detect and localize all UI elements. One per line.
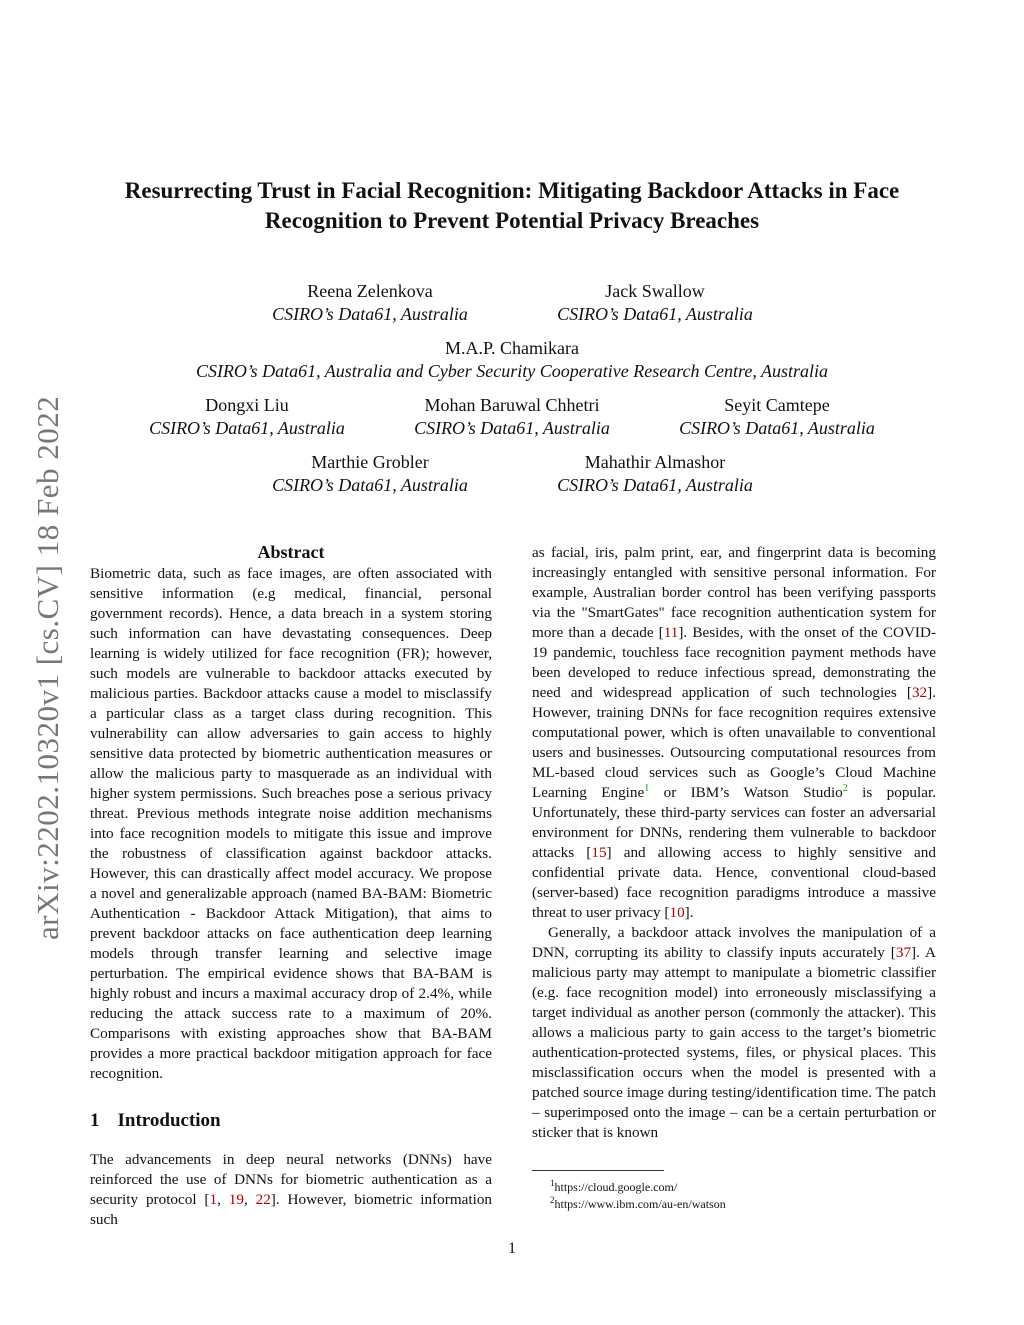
footnote: $^2$https://www.ibm.com/au-en/watson xyxy=(550,1195,726,1211)
intro-paragraph: The advancements in deep neural networks (DNNs) have reinforced the use of DNNs for biometric authentication as a security protocol [1, 19, 22]. However, biometric information such xyxy=(90,1151,493,1228)
paper-title: Resurrecting Trust in Facial Recognition: Mitigating Backdoor Attacks in Face Recognition to Prevent Potential Privacy Breaches xyxy=(124,178,900,233)
abstract-heading: Abstract xyxy=(257,542,325,562)
abstract-paragraph: Biometric data, such as face images, are often associated with sensitive information (e.g medical, financial, personal government records). Hence, a data breach in a system storing such information can have devastating consequences. Deep learning is widely utilized for face recognition (FR); however, such models are vulnerable to backdoor attacks executed by malicious parties. Backdoor attacks cause a model to misclassify a particular class as a target class during recognition. This vulnerability can allow adversaries to gain access to highly sensitive data protected by biometric authentication measures or allow the malicious party to masquerade as an individual with higher system permissions. Such breaches pose a serious privacy threat. Previous methods integrate noise addition mechanisms into face recognition models to mitigate this issue and improve the robustness of classification against backdoor attacks. However, this can drastically affect model accuracy. We propose a novel and generalizable approach (named BA-BAM: Biometric Authentication - Backdoor Attack Mitigation), that aims to prevent backdoor attacks on face authentication deep learning models through transfer learning and selective image perturbation. The empirical evidence shows that BA-BAM is highly robust and incurs a maximal accuracy drop of 2.4%, while reducing the attack success rate to a maximum of 20%. Comparisons with existing approaches show that BA-BAM provides a more practical backdoor mitigation approach for face recognition. xyxy=(90,565,492,1082)
intro-paragraph: as facial, iris, palm print, ear, and fingerprint data is becoming increasingly entangled with sensitive personal information. For example, Australian border control has been verifying passports via the "SmartGates" face recognition authentication system for more than a decade [11]. Besides, with the onset of the COVID-19 pandemic, touchless face recognition payment methods have been developed to reduce infectious spread, demonstrating the need and widespread application of such technologies [32]. However, training DNNs for face recognition requires extensive computational power, which is often unavailable to conventional users and businesses. Outsourcing computational resources from ML-based cloud services such as Google’s Cloud Machine Learning Engine$^1$ or IBM’s Watson Studio$^2$ is popular. Unfortunately, these third-party services can foster an adversarial environment for DNNs, rendering them vulnerable to backdoor attacks [15] and allowing access to highly sensitive and confidential private data. Hence, conventional cloud-based (server-based) face recognition paradigms introduce a massive threat to user privacy [10]. xyxy=(532,544,936,921)
author-name: Reena Zelenkova xyxy=(307,281,433,301)
author-block xyxy=(240,451,500,497)
footnote: $^1$https://cloud.google.com/ xyxy=(550,1178,678,1194)
citation-link[interactable]: 19 xyxy=(228,1191,244,1208)
author-block xyxy=(387,394,637,440)
author-affiliation: CSIRO’s Data61, Australia xyxy=(272,304,468,324)
author-affiliation: CSIRO’s Data61, Australia and Cyber Security Cooperative Research Centre, Australia xyxy=(195,361,829,381)
author-block xyxy=(240,280,500,326)
intro-left-column xyxy=(90,1150,492,1230)
footnote-marker[interactable]: 1 xyxy=(644,782,650,794)
page-number: 1 xyxy=(508,1240,516,1257)
author-block xyxy=(100,337,924,383)
author-block xyxy=(122,394,372,440)
citation-link[interactable]: 32 xyxy=(911,684,928,701)
author-affiliation: CSIRO’s Data61, Australia xyxy=(679,418,875,438)
citation-link[interactable]: 15 xyxy=(591,844,607,861)
author-block xyxy=(525,280,785,326)
footnote-marker[interactable]: 2 xyxy=(842,782,848,794)
author-name: Jack Swallow xyxy=(605,281,705,301)
citation-link[interactable]: 37 xyxy=(895,944,912,961)
author-block xyxy=(652,394,902,440)
citation-link[interactable]: 10 xyxy=(669,904,685,921)
intro-paragraph: Generally, a backdoor attack involves the manipulation of a DNN, corrupting its ability to classify inputs accurately [37]. A malicious party may attempt to manipulate a biometric classifier (e.g. face recognition model) into erroneously misclassifying a target individual as another person (commonly the attacker). This allows a malicious party to gain access to the target’s biometric authentication-protected systems, files, or physical places. This misclassification occurs when the model is presented with a patched source image during testing/identification time. The patch – superimposed onto the image – can be a certain perturbation or sticker that is known xyxy=(532,924,937,1141)
author-affiliation: CSIRO’s Data61, Australia xyxy=(557,304,753,324)
author-name: Mahathir Almashor xyxy=(584,452,726,472)
footnote-url[interactable]: https://www.ibm.com/au-en/watson xyxy=(554,1197,726,1211)
arxiv-stamp: arXiv:2202.10320v1 [cs.CV] 18 Feb 2022 xyxy=(30,395,65,940)
author-affiliation: CSIRO’s Data61, Australia xyxy=(414,418,610,438)
author-affiliation: CSIRO’s Data61, Australia xyxy=(149,418,345,438)
author-name: Mohan Baruwal Chhetri xyxy=(424,395,600,415)
author-name: M.A.P. Chamikara xyxy=(445,338,579,358)
author-name: Seyit Camtepe xyxy=(724,395,830,415)
author-name: Dongxi Liu xyxy=(205,395,289,415)
footnote-url[interactable]: https://cloud.google.com/ xyxy=(554,1180,678,1194)
citation-link[interactable]: 1 xyxy=(209,1191,218,1208)
author-affiliation: CSIRO’s Data61, Australia xyxy=(557,475,753,495)
footnote-divider xyxy=(532,1170,664,1171)
section-heading xyxy=(90,1110,221,1132)
citation-link[interactable]: 22 xyxy=(255,1191,271,1208)
author-affiliation: CSIRO’s Data61, Australia xyxy=(272,475,468,495)
right-column xyxy=(532,543,936,1143)
section-number: 1 xyxy=(90,1110,100,1131)
author-name: Marthie Grobler xyxy=(311,452,429,472)
citation-link[interactable]: 11 xyxy=(663,624,679,641)
section-title: Introduction xyxy=(117,1110,221,1131)
abstract-text xyxy=(90,564,492,1084)
author-block xyxy=(525,451,785,497)
